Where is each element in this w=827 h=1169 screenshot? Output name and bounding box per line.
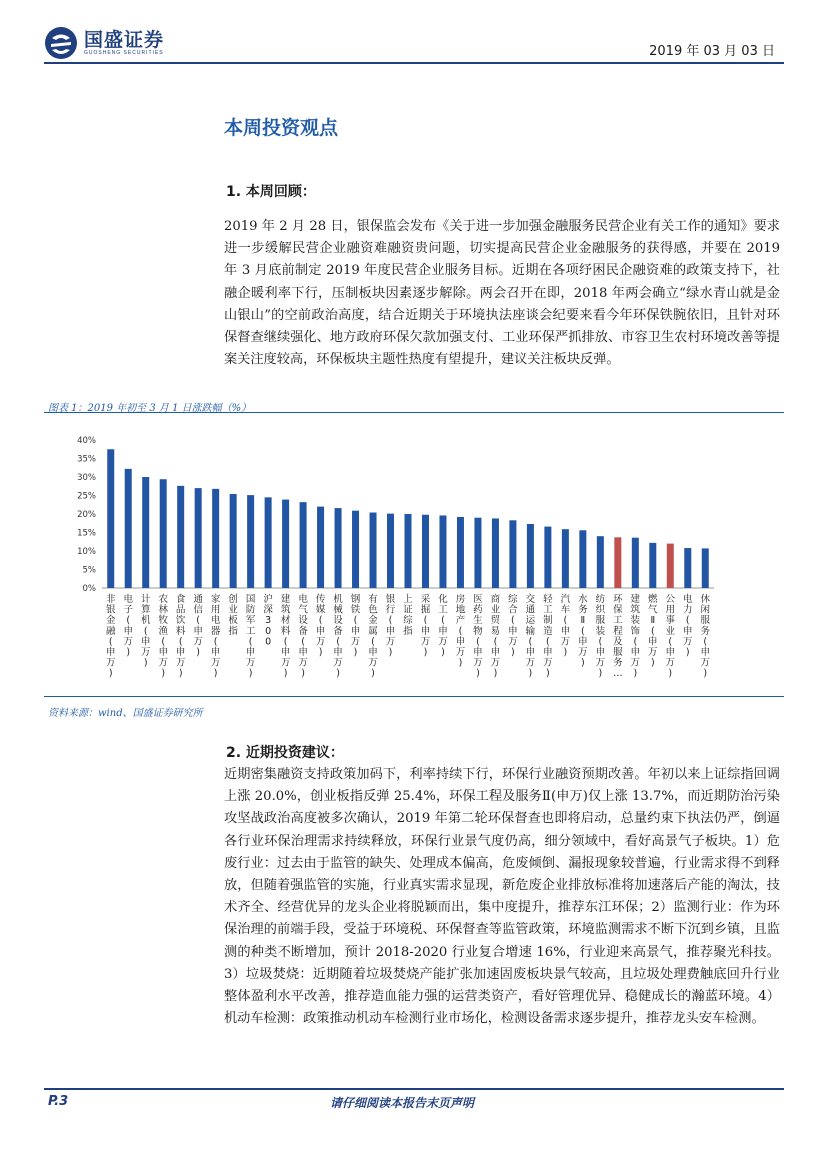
category-label: 采掘(申万) (420, 594, 431, 658)
source-divider (44, 696, 784, 697)
bar-34 (702, 548, 709, 588)
bar-12 (317, 507, 324, 588)
category-label: 钢铁(申万) (350, 594, 361, 658)
bar-13 (335, 508, 342, 588)
category-label: 房地产(申万) (455, 594, 466, 669)
bar-28 (597, 536, 604, 588)
page-title: 本周投资观点 (224, 117, 339, 139)
bar-1 (125, 469, 132, 588)
section-2-paragraph: 近期密集融资支持政策加码下，利率持续下行，环保行业融资预期改善。年初以来上证综指回调上涨 20.0%，创业板指反弹 25.4%，环保工程及服务Ⅱ(申万)仅上涨 13.7%，而近期防治污染攻坚战政治高度被多次确认，2019 年第二轮环保督查也即将启动，总量约束下执法仍严，倒逼各行业环保治理需求持续释放，环保行业景气度仍高，细分领域中，看好高景气子板块。1）危废行业：过去由于监管的缺失、处理成本偏高，危废倾倒、漏报现象较普遍，行业需求得不到释放，但随着强监管的实施，行业真实需求显现，新危废企业排放标准将加速落后产能的淘汰，技术齐全、经营优异的龙头企业将脱颖而出，集中度提升，推荐东江环保；2）监测行业：作为环保治理的前端手段，受益于环境税、环保督查等监管政策，环境监测需求不断下沉到乡镇，且监测的种类不断增加，预计 2018-2020 行业复合增速 16%，行业迎来高景气，推荐聚光科技。3）垃圾焚烧：近期随着垃圾焚烧产能扩张加速固废板块景气较高，且垃圾处理费触底回升行业整体盈利水平改善，推荐造血能力强的运营类资产，看好管理优异、稳健成长的瀚蓝环境。4）机动车检测：政策推动机动车检测行业市场化，检测设备需求逐步提升，推荐龙头安车检测。 (224, 767, 780, 1027)
y-tick-label: 30% (77, 473, 96, 483)
category-label: 综合(申万) (508, 594, 518, 658)
report-date: 2019 年 03 月 03 日 (649, 44, 775, 59)
bar-20 (457, 517, 464, 588)
category-label: 通信(申万) (193, 594, 203, 658)
y-tick-label: 40% (77, 436, 96, 446)
y-tick-label: 20% (77, 510, 96, 520)
chart-caption: 图表 1：2019 年初至 3 月 1 日涨跌幅（%） (48, 403, 252, 414)
bar-24 (527, 524, 534, 588)
bar-8 (247, 495, 254, 588)
y-tick-label: 0% (82, 584, 96, 594)
bar-7 (230, 494, 237, 588)
bar-14 (352, 511, 359, 588)
bar-17 (405, 514, 412, 588)
bar-30 (632, 538, 639, 588)
logo-name: 国盛证券 (84, 29, 165, 51)
category-label: 食品饮料(申万) (175, 594, 186, 680)
section-1-title: 1. 本周回顾： (226, 184, 316, 200)
bar-4 (177, 486, 184, 588)
section-1-paragraph: 2019 年 2 月 28 日，银保监会发布《关于进一步加强金融服务民营企业有关工作的通知》要求进一步缓解民营企业融资难融资贵问题，切实提高民营企业金融服务的获得感，并要在 2019 年 3 月底前制定 2019 年度民营企业服务目标。近期在各项纾困民企融资难的政策支持下，社融企暖利率下行，压制板块因素逐步解除。两会召开在即，2018 年两会确立“绿水青山就是金山银山”的空前政治高度，结合近期关于环境执法座谈会纪要来看今年环保铁腕依旧，且针对环保督查继续强化、地方政府环保欠款加强支付、工业环保严抓排放、市容卫生农村环境改善等提案关注度较高，环保板块主题性热度有望提升，建议关注板块反弹。 (224, 219, 780, 368)
category-label: 燃气 Ⅱ (申万) (648, 594, 658, 669)
y-tick-label: 35% (77, 454, 96, 465)
category-label: 电气设备(申万) (298, 594, 308, 680)
category-label: 医药生物(申万) (473, 594, 483, 680)
category-label: 传媒(申万) (315, 594, 326, 658)
bar-0 (107, 449, 114, 588)
category-label: 纺织服装(申万) (595, 594, 606, 680)
section-2-title: 2. 近期投资建议： (226, 745, 344, 761)
bar-chart (44, 420, 784, 692)
bar-27 (579, 530, 586, 588)
page-number: P.3 (48, 1094, 69, 1109)
bar-25 (544, 527, 551, 588)
y-tick-label: 10% (77, 547, 96, 557)
bar-9 (265, 497, 272, 588)
category-label: 银行(申万) (385, 594, 396, 658)
category-label: 电子(申万) (123, 594, 133, 658)
bar-16 (387, 514, 394, 588)
category-label: 计算机(申万) (140, 594, 151, 669)
category-label: 汽车(申万) (560, 594, 571, 658)
category-label: 水务 Ⅱ (申万) (578, 594, 588, 669)
bar-11 (300, 502, 307, 588)
y-tick-label: 5% (82, 565, 96, 576)
category-label: 国防军工(申万) (245, 594, 256, 680)
company-logo (44, 26, 164, 60)
y-tick-label: 15% (77, 528, 96, 539)
category-label: 电力(申万) (683, 594, 693, 658)
disclaimer-note: 请仔细阅读本报告末页声明 (330, 1096, 475, 1110)
category-label: 公用事业(申万) (665, 594, 676, 680)
category-label: 化工(申万) (438, 594, 448, 658)
bar-10 (282, 500, 289, 588)
bar-6 (212, 489, 219, 588)
category-label: 机械设备(申万) (333, 594, 343, 680)
source-note: 资料来源：wind、国盛证券研究所 (48, 708, 203, 719)
category-label: 有色金属(申万) (368, 594, 378, 680)
category-label: 建筑材料(申万) (280, 594, 291, 680)
bar-3 (160, 479, 167, 588)
category-label: 家用电器(申万) (210, 594, 221, 680)
category-label: 休闲服务(申万) (700, 594, 711, 680)
category-label: 农林牧渔(申万) (158, 594, 168, 680)
category-label: 轻工制造(申万) (543, 594, 553, 680)
y-tick-label: 25% (77, 491, 96, 502)
bar-19 (439, 515, 446, 588)
bar-33 (684, 548, 691, 588)
header-divider (44, 62, 784, 64)
footer-divider (44, 1088, 784, 1090)
bar-22 (492, 518, 499, 588)
bar-26 (562, 529, 569, 588)
category-label: 商业贸易(申万) (490, 594, 501, 680)
category-label: 环保工程及服务… (613, 594, 623, 680)
category-label: 交通运输(申万) (525, 594, 536, 680)
bar-29 (614, 537, 621, 588)
logo-subtitle: GUOSHENG SECURITIES (84, 50, 164, 56)
category-label: 创业板指 (228, 594, 238, 637)
bar-18 (422, 515, 429, 588)
caption-divider (44, 412, 784, 413)
bar-32 (667, 544, 674, 588)
category-label: 沪深 3 0 0 (263, 594, 273, 648)
category-label: 非银金融(申万) (105, 594, 116, 680)
bar-2 (142, 477, 149, 588)
guosheng-logo-icon (44, 26, 78, 60)
bar-31 (649, 543, 656, 588)
bar-5 (195, 488, 202, 588)
bar-15 (370, 513, 377, 588)
bar-23 (509, 520, 516, 588)
category-label: 上证综指 (403, 594, 413, 637)
category-label: 建筑装饰(申万) (630, 594, 641, 680)
bar-21 (474, 518, 481, 588)
